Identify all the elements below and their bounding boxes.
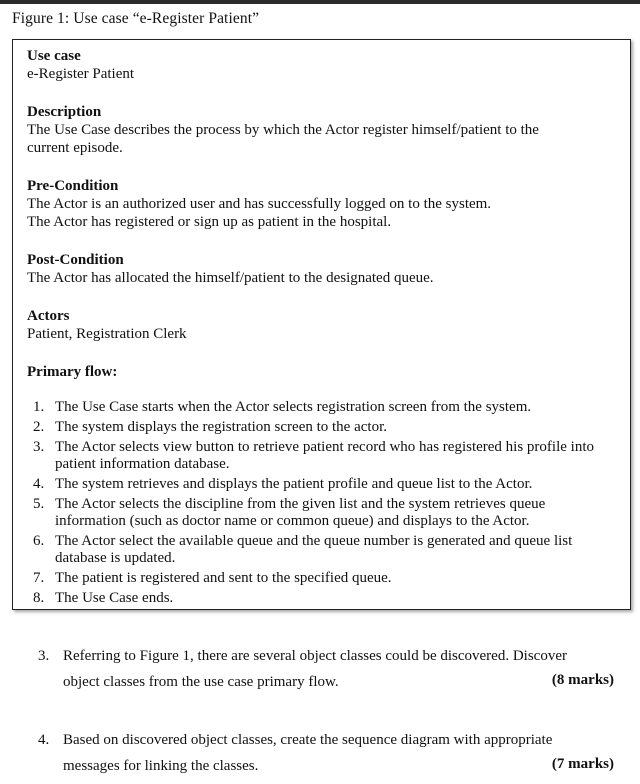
question-text-line-2: object classes from the use case primary flow. — [63, 674, 339, 690]
use-case-heading: Use case — [27, 48, 81, 64]
description-heading: Description — [27, 104, 102, 120]
list-item-text: The Use Case starts when the Actor selects registration screen from the system. — [55, 399, 532, 415]
primary-flow-section — [27, 363, 616, 381]
question-number: 3. — [38, 648, 50, 664]
use-case-table — [12, 39, 631, 610]
description-line-2: current episode. — [27, 140, 123, 156]
top-border-rule — [0, 0, 640, 4]
list-item — [27, 570, 617, 587]
list-item-text: The Actor selects view button to retrieve patient record who has registered his profile into patient information database. — [55, 439, 594, 472]
list-item-text: The system retrieves and displays the patient profile and queue list to the Actor. — [55, 476, 533, 492]
question-marks: (7 marks) — [551, 756, 614, 772]
list-item-number: 8. — [33, 590, 45, 606]
pre-condition-heading: Pre-Condition — [27, 178, 119, 194]
use-case-value: e-Register Patient — [27, 66, 135, 82]
list-item-text: The Actor selects the discipline from the given list and the system retrieves queue information (such as doctor name or common queue) and displays to the Actor. — [55, 496, 546, 529]
pre-condition-line-2: The Actor has registered or sign up as patient in the hospital. — [27, 214, 392, 230]
actors-heading: Actors — [27, 308, 70, 324]
list-item-number: 5. — [33, 496, 45, 512]
list-item-text: The Use Case ends. — [55, 590, 174, 606]
actors-section — [27, 307, 616, 343]
post-condition-line-1: The Actor has allocated the himself/patient to the designated queue. — [27, 270, 434, 286]
question-text-line-1: Based on discovered object classes, create the sequence diagram with appropriate — [63, 732, 553, 748]
list-item-number: 1. — [33, 399, 45, 415]
post-condition-section — [27, 251, 616, 287]
list-item-text: The system displays the registration screen to the actor. — [55, 419, 387, 435]
list-item — [27, 496, 617, 530]
description-line-1: The Use Case describes the process by which the Actor register himself/patient to the — [27, 122, 539, 138]
primary-flow-heading: Primary flow: — [27, 364, 118, 380]
question-4 — [38, 732, 618, 782]
description-section — [27, 103, 616, 157]
list-item-number: 3. — [33, 439, 45, 455]
primary-flow-list — [27, 399, 617, 610]
post-condition-heading: Post-Condition — [27, 252, 124, 268]
list-item-number: 2. — [33, 419, 45, 435]
list-item-number: 4. — [33, 476, 45, 492]
question-marks: (8 marks) — [551, 672, 614, 688]
question-text-line-1: Referring to Figure 1, there are several object classes could be discovered. Discover — [63, 648, 567, 664]
list-item — [27, 476, 617, 493]
pre-condition-line-1: The Actor is an authorized user and has successfully logged on to the system. — [27, 196, 492, 212]
list-item — [27, 590, 617, 607]
list-item-number: 7. — [33, 570, 45, 586]
figure-caption: Figure 1: Use case “e-Register Patient” — [12, 10, 260, 27]
question-3 — [38, 648, 618, 698]
question-number: 4. — [38, 732, 50, 748]
question-text-line-2: messages for linking the classes. — [63, 758, 259, 774]
actors-value: Patient, Registration Clerk — [27, 326, 187, 342]
list-item — [27, 439, 617, 473]
list-item — [27, 399, 617, 416]
list-item — [27, 419, 617, 436]
pre-condition-section — [27, 177, 616, 231]
list-item — [27, 533, 617, 567]
list-item-text: The Actor select the available queue and the queue number is generated and queue list database is updated. — [55, 533, 573, 566]
list-item-text: The patient is registered and sent to the specified queue. — [55, 570, 392, 586]
use-case-section — [27, 47, 616, 83]
list-item-number: 6. — [33, 533, 45, 549]
